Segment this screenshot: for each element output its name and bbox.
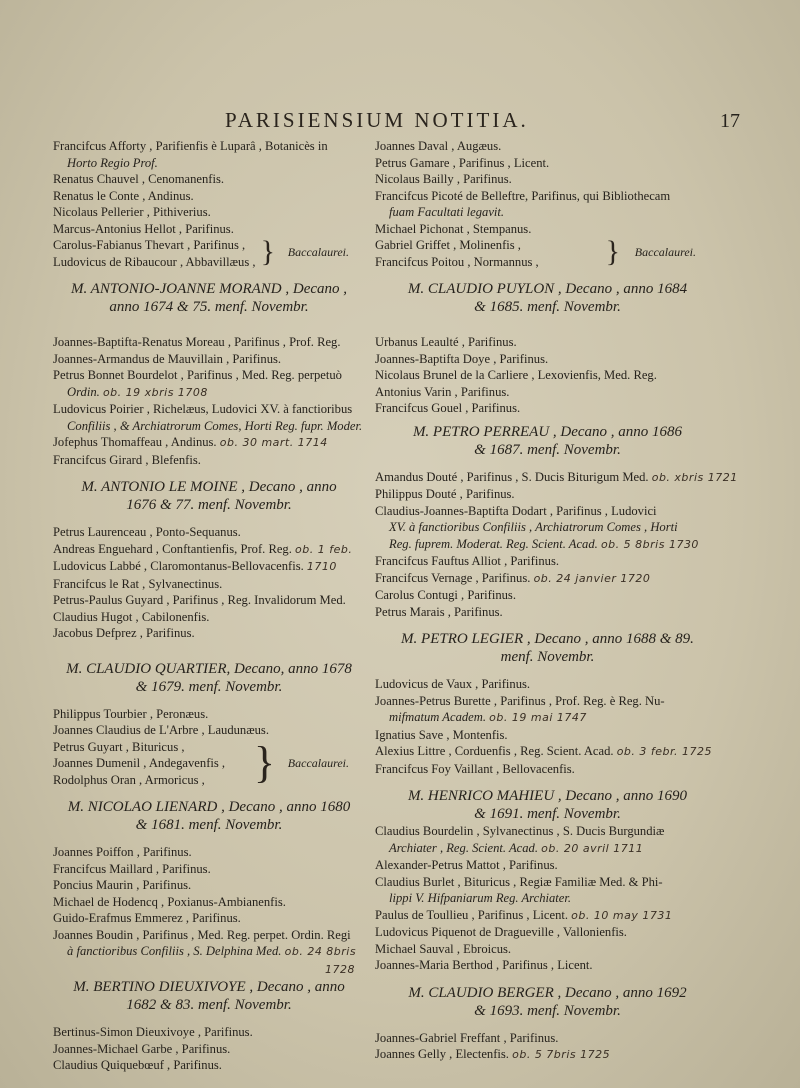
dean-heading: M. CLAUDIO BERGER , Decano , anno 1692 [408,984,687,1001]
entry: Francifcus Gouel , Parifinus. [375,401,521,415]
entry: Philippus Tourbier , Peronæus. [53,706,209,721]
dean-heading-sub: 1676 & 77. menf. Novembr. [126,497,292,513]
entry: Joannes-Armandus de Mauvillain , Parifinus. [53,351,282,366]
entry: Francifcus Fauftus Alliot , Parifinus. [375,554,559,568]
entry: Francifcus Poitou , Normannus , [375,254,539,269]
entry: Guido-Erafmus Emmerez , Parifinus. [53,911,241,925]
baccalaurei-label: Baccalaurei. [287,245,349,259]
brace-mark: } [605,235,620,268]
dean-heading: M. ANTONIO LE MOINE , Decano , anno [81,479,337,495]
entry: Joannes-Maria Berthod , Parifinus , Licent. [375,958,593,972]
entry: Petrus Laurenceau , Ponto-Sequanus. [53,525,241,539]
dean-heading-sub: & 1685. menf. Novembr. [474,299,621,315]
entry: Michael de Hodencq , Poxianus-Ambianenfis. [53,894,286,909]
entry: Renatus le Conte , Andinus. [53,188,194,203]
entry: Claudius Hugot , Cabilonenfis. [53,609,210,624]
entry: fuam Facultati legavit. [389,205,505,219]
dean-heading-sub: & 1693. menf. Novembr. [474,1002,621,1019]
entry: Ludovicus Piquenot de Dragueville , Vallonienfis. [375,925,627,939]
entry: Joannes Gelly , Electenfis. ob. 5 7bris 1725 [375,1047,611,1061]
entry: Jofephus Thomaffeau , Andinus. ob. 30 mart. 1714 [53,435,328,449]
handwritten-note: ob. 5 8bris 1730 [600,537,699,551]
entry: Nicolaus Bailly , Parifinus. [375,172,512,186]
entry [53,961,365,979]
handwritten-note: ob. 30 mart. 1714 [219,436,328,449]
dean-heading: M. PETRO LEGIER , Decano , anno 1688 & 89. [401,631,694,647]
handwritten-note: ob. 24 8bris [284,945,357,958]
handwritten-note: ob. 19 xbris 1708 [102,385,208,399]
entry: Joannes-Baptifta-Renatus Moreau , Parifinus , Prof. Reg. [53,335,341,349]
entry: Nicolaus Brunel de la Carliere , Lexovienfis, Med. Reg. [375,368,657,382]
entry: Michael Sauval , Ebroicus. [375,941,512,956]
baccalaurei-label: Baccalaurei. [287,755,349,770]
dean-heading-sub: menf. Novembr. [500,649,595,665]
entry: mifmatum Academ. ob. 19 mai 1747 [389,710,587,724]
entry: Claudius Quiquebœuf , Parifinus. [53,1058,222,1072]
page-number: 17 [720,110,740,132]
entry: Joannes Dumenil , Andegavenfis , [53,756,226,770]
entry: Francifcus Afforty , Parifienfis è Luparâ , Botanicès in [53,139,328,153]
entry: Alexius Littre , Corduenfis , Reg. Scient. Acad. ob. 3 febr. 1725 [375,744,713,758]
entry: Joannes Poiffon , Parifinus. [53,845,192,859]
entry: Philippus Douté , Parifinus. [375,487,515,501]
entry: Andreas Enguehard , Conftantienfis, Prof. Reg. ob. 1 feb. [53,541,353,556]
entry: XV. à fanctioribus Confiliis , Archiatrorum Comes , Horti [389,520,678,534]
entry: Alexander-Petrus Mattot , Parifinus. [375,858,558,872]
entry: Ludovicus Poirier , Richelæus, Ludovici XV. à fanctioribus [53,402,353,416]
entry: Antonius Varin , Parifinus. [375,384,510,399]
handwritten-note: 1728 [325,962,355,976]
entry: Joannes-Michael Garbe , Parifinus. [53,1041,231,1056]
dean-heading-sub: & 1679. menf. Novembr. [135,678,283,695]
entry: Archiater , Reg. Scient. Acad. ob. 20 avril 1711 [389,840,644,855]
dean-heading: M. CLAUDIO QUARTIER, Decano, anno 1678 [66,660,352,677]
entry: Carolus-Fabianus Thevart , Parifinus , [53,238,246,252]
entry: Jacobus Defprez , Parifinus. [53,626,195,640]
entry: Joannes-Gabriel Freffant , Parifinus. [375,1030,559,1045]
entry: Nicolaus Pellerier , Pithiverius. [53,205,211,219]
entry: Francifcus Foy Vaillant , Bellovacenfis. [375,761,575,776]
entry: Amandus Douté , Parifinus , S. Ducis Biturigum Med. ob. xbris 1721 [375,469,738,484]
dean-heading: M. NICOLAO LIENARD , Decano , anno 1680 [67,799,351,815]
entry: Urbanus Leaulté , Parifinus. [375,335,517,349]
left-column [53,138,365,1074]
handwritten-note: ob. 19 mai 1747 [489,711,587,724]
entry: Joannes-Baptifta Doye , Parifinus. [375,351,549,366]
entry: Bertinus-Simon Dieuxivoye , Parifinus. [53,1025,253,1039]
entry: Carolus Contugi , Parifinus. [375,588,516,602]
entry: lippi V. Hifpaniarum Reg. Archiater. [389,891,572,905]
entry: Joannes Boudin , Parifinus , Med. Reg. perpet. Ordin. Regi [53,927,351,942]
handwritten-note: ob. 3 febr. 1725 [616,745,713,758]
entry: Petrus Bonnet Bourdelot , Parifinus , Med. Reg. perpetuò [53,368,342,382]
brace-mark: } [253,737,275,787]
entry: Petrus Marais , Parifinus. [375,604,503,619]
baccalaurei-label: Baccalaurei. [634,245,696,259]
entry: Claudius-Joannes-Baptifta Dodart , Parifinus , Ludovici [375,503,657,518]
entry: Poncius Maurin , Parifinus. [53,878,192,892]
entry: Confiliis , & Archiatrorum Comes, Horti Reg. fupr. Moder. [67,418,363,433]
entry: Claudius Burlet , Bituricus , Regiæ Familiæ Med. & Phi- [375,874,663,889]
entry: Petrus-Paulus Guyard , Parifinus , Reg. Invalidorum Med. [53,593,346,607]
entry: Renatus Chauvel , Cenomanenfis. [53,172,225,186]
right-column [375,138,738,1064]
entry: Horto Regio Prof. [67,155,158,170]
dean-heading: M. CLAUDIO PUYLON , Decano , anno 1684 [407,281,688,297]
entry: Ludovicus Labbé , Claromontanus-Bellovacenfis. 1710 [53,559,337,573]
dean-heading-sub: 1682 & 83. menf. Novembr. [126,997,292,1013]
entry: Petrus Guyart , Bituricus , [53,739,185,754]
entry: Francifcus Girard , Blefenfis. [53,452,201,467]
entry: Francifcus Vernage , Parifinus. ob. 24 janvier 1720 [375,570,651,585]
entry: Marcus-Antonius Hellot , Parifinus. [53,221,234,236]
entry: Gabriel Griffet , Molinenfis , [375,238,521,252]
entry: Francifcus le Rat , Sylvanectinus. [53,576,223,591]
running-title: PARISIENSIUM NOTITIA. [225,108,529,132]
entry: Francifcus Picoté de Belleftre, Parifinus, qui Bibliothecam [375,188,671,203]
entry: Joannes-Petrus Burette , Parifinus , Prof. Reg. è Reg. Nu- [375,693,665,708]
dean-heading-sub: anno 1674 & 75. menf. Novembr. [109,299,309,315]
dean-heading: M. BERTINO DIEUXIVOYE , Decano , anno [73,979,345,995]
handwritten-note: ob. 24 janvier 1720 [533,571,651,585]
dean-heading: M. PETRO PERREAU , Decano , anno 1686 [412,423,683,440]
dean-heading-sub: & 1691. menf. Novembr. [474,806,621,822]
entry: Rodolphus Oran , Armoricus , [53,772,205,787]
entry: Ludovicus de Ribaucour , Abbavillæus , [53,254,256,269]
handwritten-note: 1710 [306,560,337,573]
entry: Petrus Gamare , Parifinus , Licent. [375,155,550,170]
dean-heading: M. ANTONIO-JOANNE MORAND , Decano , [70,281,348,297]
handwritten-note: ob. 20 avril 1711 [541,841,644,855]
entry: Joannes Claudius de L'Arbre , Laudunæus. [53,723,269,737]
handwritten-note: ob. 5 7bris 1725 [512,1048,611,1061]
entry: Joannes Daval , Augæus. [375,139,502,153]
entry: Ignatius Save , Montenfis. [375,727,508,742]
dean-heading-sub: & 1681. menf. Novembr. [135,817,283,833]
baccalaurei-group [53,237,365,270]
running-header [40,108,760,136]
handwritten-note: ob. 10 may 1731 [571,908,673,922]
entry: Ludovicus de Vaux , Parifinus. [375,677,531,691]
entry: à fanctioribus Confiliis , S. Delphina Med. ob. 24 8bris [67,944,357,958]
entry: Michael Pichonat , Stempanus. [375,221,532,236]
handwritten-note: ob. 1 feb. [295,542,353,556]
entry: Claudius Bourdelin , Sylvanectinus , S. Ducis Burgundiæ [375,824,665,838]
baccalaurei-group [53,739,365,789]
entry: Ordin. ob. 19 xbris 1708 [67,384,208,399]
entry: Paulus de Toullieu , Parifinus , Licent. ob. 10 may 1731 [375,907,673,922]
dean-heading-sub: & 1687. menf. Novembr. [474,441,621,458]
dean-heading: M. HENRICO MAHIEU , Decano , anno 1690 [407,788,688,804]
handwritten-note: ob. xbris 1721 [651,470,738,484]
entry: Reg. fuprem. Moderat. Reg. Scient. Acad. ob. 5 8bris 1730 [389,536,699,551]
brace-mark: } [260,235,275,268]
entry: Francifcus Maillard , Parifinus. [53,861,211,876]
baccalaurei-group [375,237,720,270]
